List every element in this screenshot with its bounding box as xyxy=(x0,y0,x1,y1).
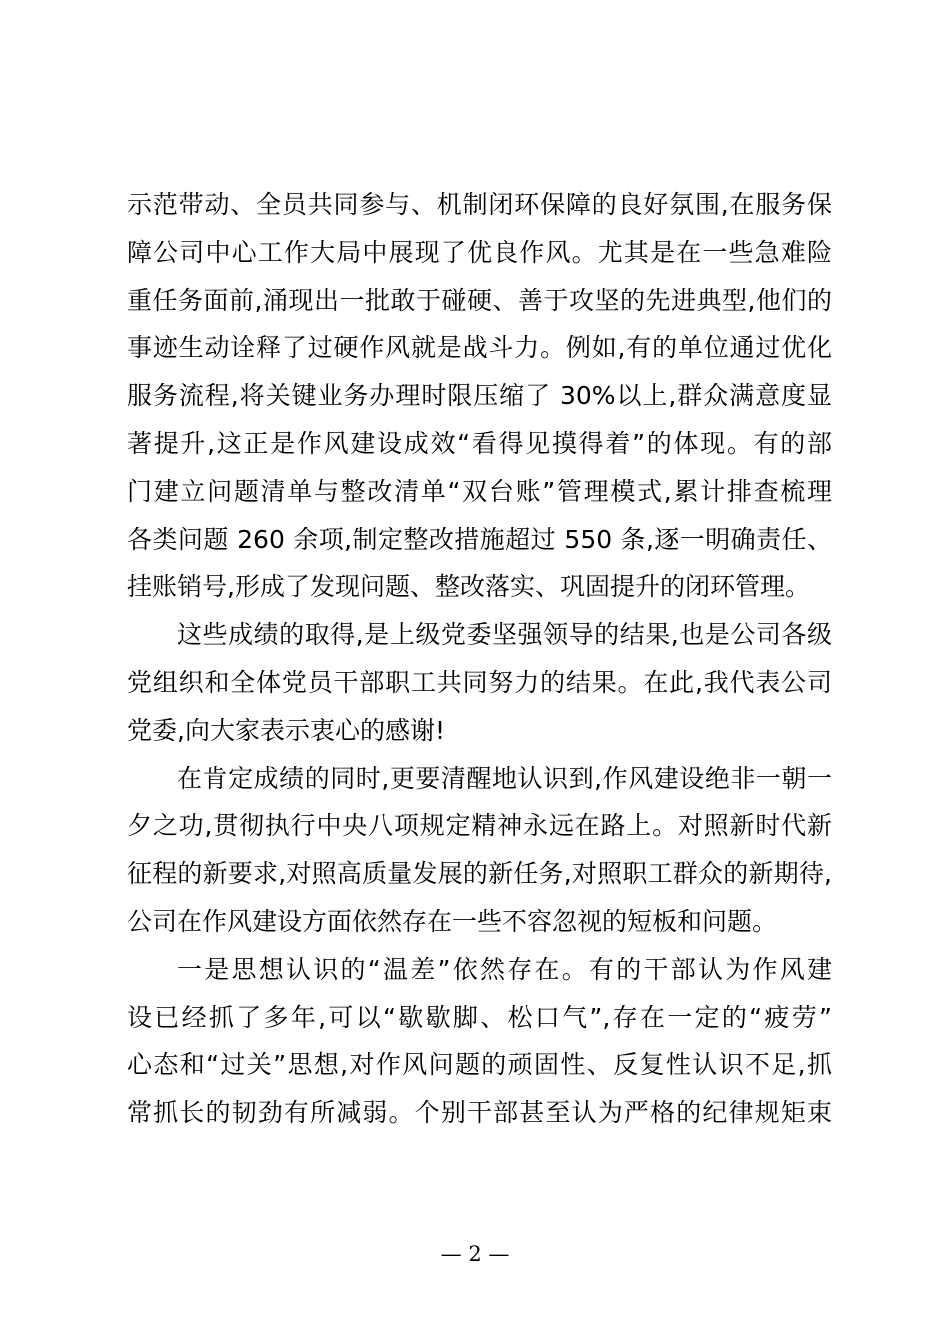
text-line: 各类问题 260 余项,制定整改措施超过 550 条,逐一明确责任、 xyxy=(127,524,832,554)
page-number: — 2 — xyxy=(440,1242,510,1266)
body-text xyxy=(127,181,832,1137)
text-line: 公司在作风建设方面依然存在一些不容忽视的短板和问题。 xyxy=(127,906,778,936)
text-line: 党委,向大家表示衷心的感谢! xyxy=(127,715,445,745)
text-line: 一是思想认识的“温差”依然存在。有的干部认为作风建 xyxy=(177,954,832,984)
text-line: 门建立问题清单与整改清单“双台账”管理模式,累计排查梳理 xyxy=(127,476,832,506)
text-line: 示范带动、全员共同参与、机制闭环保障的良好氛围,在服务保 xyxy=(127,190,832,219)
text-line: 事迹生动诠释了过硬作风就是战斗力。例如,有的单位通过优化 xyxy=(127,333,832,363)
text-line: 夕之功,贯彻执行中央八项规定精神永远在路上。对照新时代新 xyxy=(127,811,832,841)
text-line: 设已经抓了多年,可以“歇歇脚、松口气”,存在一定的“疲劳” xyxy=(127,1002,832,1032)
text-line: 重任务面前,涌现出一批敢于碰硬、善于攻坚的先进典型,他们的 xyxy=(127,285,832,315)
text-line: 党组织和全体党员干部职工共同努力的结果。在此,我代表公司 xyxy=(127,667,832,697)
text-line: 在肯定成绩的同时,更要清醒地认识到,作风建设绝非一朝一 xyxy=(177,763,832,793)
text-line: 心态和“过关”思想,对作风问题的顽固性、反复性认识不足,抓 xyxy=(127,1050,832,1080)
text-line: 常抓长的韧劲有所减弱。个别干部甚至认为严格的纪律规矩束 xyxy=(127,1098,832,1128)
text-line: 服务流程,将关键业务办理时限压缩了 30%以上,群众满意度显 xyxy=(127,381,832,411)
text-line: 障公司中心工作大局中展现了优良作风。尤其是在一些急难险 xyxy=(127,237,832,267)
text-line: 著提升,这正是作风建设成效“看得见摸得着”的体现。有的部 xyxy=(127,428,832,458)
text-line: 挂账销号,形成了发现问题、整改落实、巩固提升的闭环管理。 xyxy=(127,572,810,602)
text-line: 征程的新要求,对照高质量发展的新任务,对照职工群众的新期待, xyxy=(127,859,832,889)
text-line: 这些成绩的取得,是上级党委坚强领导的结果,也是公司各级 xyxy=(177,620,832,650)
